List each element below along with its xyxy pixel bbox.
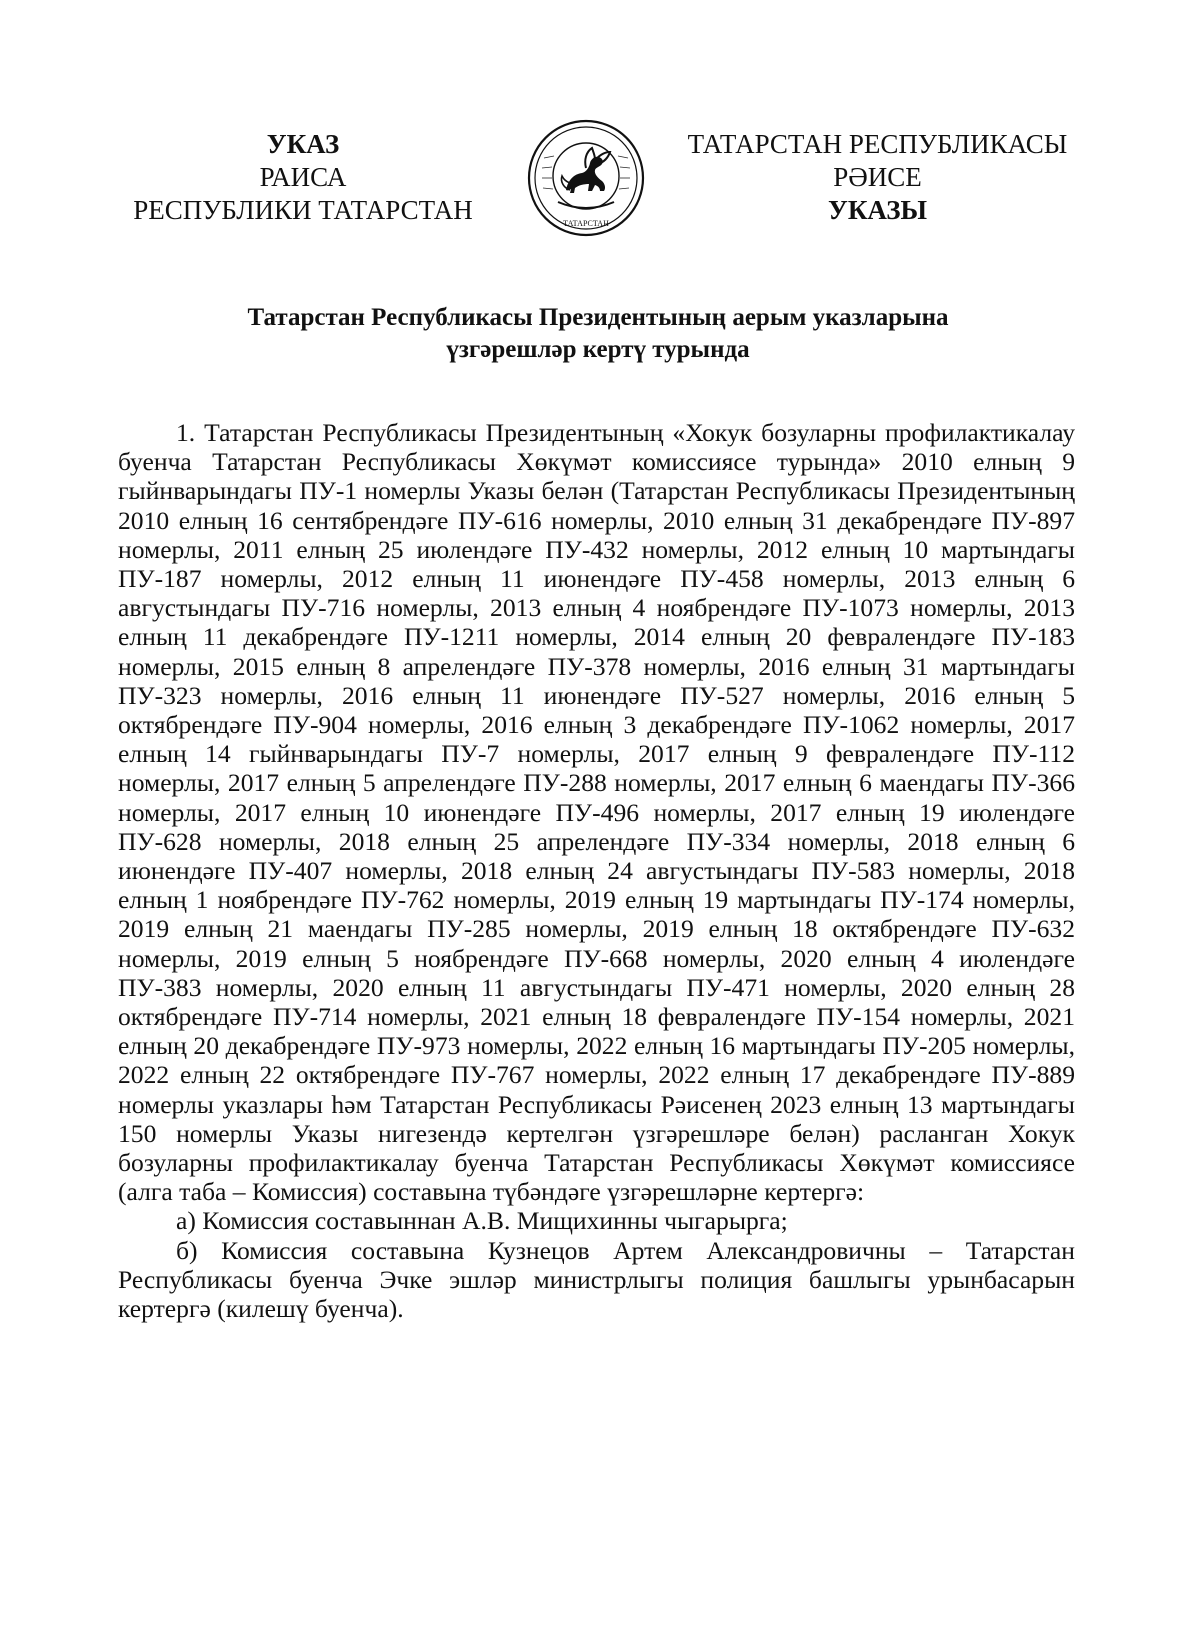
document-title <box>118 302 1078 366</box>
header-right-line2: РӘИСЕ <box>833 162 922 192</box>
coat-of-arms-icon <box>526 118 646 238</box>
header-right-line1: ТАТАРСТАН РЕСПУБЛИКАСЫ <box>687 129 1068 159</box>
paragraph-1: 1. Татарстан Республикасы Президентының «Хокук бозуларны профилактикалау буенча Татарстан Республикасы Хөкүмәт комиссиясе турында» 2010 елның 9 гыйнварындагы ПУ-1 номерлы Указы белән (Татарстан Республикасы Президентының 2010 елның 16 сентябрендәге ПУ-616 номерлы, 2010 елның 31 декабрендәге ПУ-897 номерлы, 2011 елның 25 июлендәге ПУ-432 номерлы, 2012 елның 10 мартындагы ПУ-187 номерлы, 2012 елның 11 июнендәге ПУ-458 номерлы, 2013 елның 6 августындагы ПУ-716 номерлы, 2013 елның 4 ноябрендәге ПУ-1073 номерлы, 2013 елның 11 декабрендәге ПУ-1211 номерлы, 2014 елның 20 февралендәге ПУ-183 номерлы, 2015 елның 8 апрелендәге ПУ-378 номерлы, 2016 елның 31 мартындагы ПУ-323 номерлы, 2016 елның 11 июнендәге ПУ-527 номерлы, 2016 елның 5 октябрендәге ПУ-904 номерлы, 2016 елның 3 декабрендәге ПУ-1062 номерлы, 2017 елның 14 гыйнварындагы ПУ-7 номерлы, 2017 елның 9 февралендәге ПУ-112 номерлы, 2017 елның 5 апрелендәге ПУ-288 номерлы, 2017 елның 6 маендагы ПУ-366 номерлы, 2017 елның 10 июнендәге ПУ-496 номерлы, 2017 елның 19 июлендәге ПУ-628 номерлы, 2018 елның 25 апрелендәге ПУ-334 номерлы, 2018 елның 6 июнендәге ПУ-407 номерлы, 2018 елның 24 августындагы ПУ-583 номерлы, 2018 елның 1 ноябрендәге ПУ-762 номерлы, 2019 елның 19 мартындагы ПУ-174 номерлы, 2019 елның 21 маендагы ПУ-285 номерлы, 2019 елның 18 октябрендәге ПУ-632 номерлы, 2019 елның 5 ноябрендәге ПУ-668 номерлы, 2020 елның 4 июлендәге ПУ-383 номерлы, 2020 елның 11 августындагы ПУ-471 номерлы, 2020 елның 28 октябрендәге ПУ-714 номерлы, 2021 елның 18 февралендәге ПУ-154 номерлы, 2021 елның 20 декабрендәге ПУ-973 номерлы, 2022 елның 16 мартындагы ПУ-205 номерлы, 2022 елның 22 октябрендәге ПУ-767 номерлы, 2022 елның 17 декабрендәге ПУ-889 номерлы указлары һәм Татарстан Республикасы Рәисенең 2023 елның 13 мартындагы 150 номерлы Указы нигезендә кертелгән үзгәрешләре белән) расланган Хокук бозуларны профилактикалау буенча Татарстан Республикасы Хөкүмәт комиссиясе (алга таба – Комиссия) составына түбәндәге үзгәрешләрне кертергә: <box>118 418 1075 1207</box>
list-item-b: б) Комиссия составына Кузнецов Артем Александровичны – Татарстан Республикасы буенча Эчке эшләр министрлыгы полиция башлыгы урынбасарын кертергә (килешү буенча). <box>118 1235 1075 1324</box>
document-body <box>118 418 1075 1323</box>
title-line2: үзгәрешләр кертү турында <box>446 336 750 363</box>
emblem-lettering: ТАТАРСТАН <box>563 219 609 228</box>
header-right-tatar <box>680 128 1075 227</box>
header-right-line3: УКАЗЫ <box>828 195 927 225</box>
title-line1: Татарстан Республикасы Президентының аерым указларына <box>247 304 949 331</box>
list-item-a: а) Комиссия составыннан А.В. Мищихинны чыгарырга; <box>176 1206 788 1236</box>
header-left-line2: РАИСА <box>259 162 347 192</box>
header-left-russian <box>118 128 488 227</box>
header-left-line1: УКАЗ <box>266 129 340 159</box>
header-left-line3: РЕСПУБЛИКИ ТАТАРСТАН <box>133 195 473 225</box>
document-header <box>0 118 1200 248</box>
